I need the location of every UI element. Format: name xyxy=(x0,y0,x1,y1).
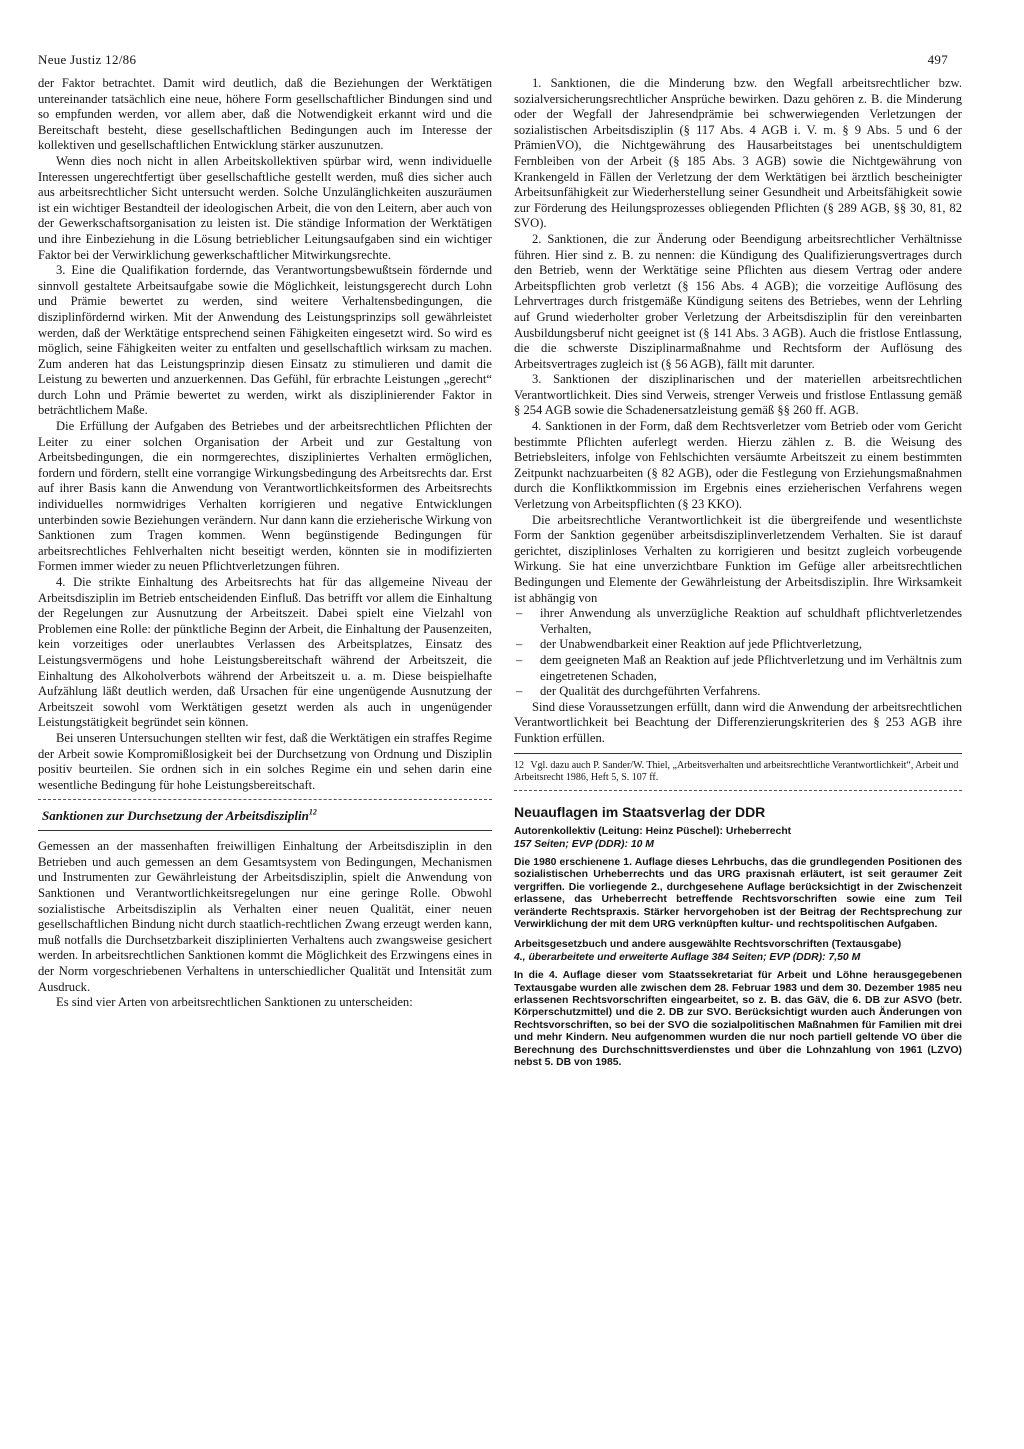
dependency-list xyxy=(514,606,962,700)
footnote-reference: 12 xyxy=(308,807,317,817)
body-paragraph: der Faktor betrachtet. Damit wird deutlich, daß die Beziehungen der Werktätigen untereinander tatsächlich eine neue, höhere Form gesellschaftlicher Bindungen sind und so empfunden werden, vor allem aber, daß die Notwendigkeit erkannt wird und die Bereitschaft besteht, diese gesellschaftlichen Bedingungen auch im Interesse der kollektiven und gesellschaftlichen Entwicklung stärker auszunutzen. xyxy=(38,76,492,153)
book-meta: 4., überarbeitete und erweiterte Auflage 384 Seiten; EVP (DDR): 7,50 M xyxy=(514,951,861,963)
section-divider xyxy=(514,790,962,791)
left-column xyxy=(38,76,492,1011)
book-meta: 157 Seiten; EVP (DDR): 10 M xyxy=(514,838,654,850)
body-paragraph: 3. Eine die Qualifikation fordernde, das Verantwortungsbewußtsein fördernde und sinnvoll gestaltete Arbeitsaufgabe sowie die Möglichkeit, leistungsgerecht durch Lohn und Prämie bewertet zu werden, sind weitere Verhaltensbedingungen, die disziplinfördernd wirken. Mit der Anwendung des Leistungsprinzips soll gewährleistet werden, daß der Werktätige entsprechend seinen Fähigkeiten eingesetzt wird. So wird es möglich, seine Fähigkeiten weiter zu entfalten und gesellschaftlich wirksam zu machen. Zum anderen hat das Leistungsprinzip diesen Einsatz zu stimulieren und damit die Leistung zu bewerten und anzuerkennen. Das Gefühl, für erbrachte Leistungen „gerecht“ durch Lohn und Prämie bewertet zu werden, wirkt als disziplinierender Faktor in beträchtlichem Maße. xyxy=(38,263,492,418)
body-paragraph: Es sind vier Arten von arbeitsrechtlichen Sanktionen zu unterscheiden: xyxy=(56,995,413,1010)
page-header xyxy=(38,52,948,68)
body-paragraph: Sind diese Voraussetzungen erfüllt, dann wird die Anwendung der arbeitsrechtlichen Verantwortlichkeit bei Beachtung der Differenzierungskriterien des § 253 AGB ihre Funktion erfüllen. xyxy=(514,699,962,745)
body-paragraph: Die Erfüllung der Aufgaben des Betriebes und der arbeitsrechtlichen Pflichten der Leiter zu einer solchen Organisation der Arbeit und zur Gestaltung von Arbeitsbedingungen, die ein normgerechtes, diszipliniertes Verhalten ermöglichen, fordern und fördern, stellt eine vorrangige Wirkungsbedingung des Arbeitsrechts dar. Erst auf ihrer Basis kann die Anwendung von Verantwortlichkeitsformen des Arbeitsrechts individuelles normwidriges Verhalten korrigieren und negative Entwicklungen unterbinden sowie Beziehungen verändern. Nur dann kann die erzieherische Wirkung von Sanktionen zum Tragen kommen. Wenn begünstigende Bedingungen für arbeitsrechtliches Fehlverhalten nicht beseitigt werden, könnten sie in modifizierten Formen immer wieder zu neuen Pflichtverletzungen führen. xyxy=(38,419,492,574)
book-entry xyxy=(514,939,962,1069)
right-column xyxy=(514,76,962,1077)
list-item: – der Unabwendbarkeit einer Reaktion auf jede Pflichtverletzung, xyxy=(514,637,962,653)
body-paragraph: 3. Sanktionen der disziplinarischen und der materiellen arbeitsrechtlichen Verantwortlichkeit. Dies sind Verweis, strenger Verweis und fristlose Entlassung gemäß § 254 AGB sowie die Schadenersatzleistung gemäß §§ 260 ff. AGB. xyxy=(514,372,962,418)
body-paragraph: 4. Sanktionen in der Form, daß dem Rechtsverletzer vom Betrieb oder vom Gericht bestimmte Pflichten auferlegt werden. Hierzu zählen z. B. die Weisung des Betriebsleiters, infolge von Fehlschichten versäumte Arbeitszeit zu einem bestimmten Zeitpunkt nachzuarbeiten (§ 82 AGB), oder die Festlegung von Erziehungsmaßnahmen durch die Konfliktkommission im Ergebnis eines erzieherischen Verfahrens wegen Verletzung von Arbeitspflichten (§ 23 KKO). xyxy=(514,419,962,512)
body-paragraph: Gemessen an der massenhaften freiwilligen Einhaltung der Arbeitsdisziplin in den Betrieben und auch gemessen an dem Gesamtsystem von Bedingungen, Mechanismen und Instrumenten zur Gewährleistung der Arbeitsdisziplin, spielt die Anwendung von Sanktionen und Verantwortlichkeitsregelungen nur eine geringe Rolle. Obwohl sozialistische Arbeitsdisziplin als Verhalten einer neuen Qualität, einer neuen gesellschaftlichen Bindung nicht durch staatlich-rechtlichen Zwang erzeugt werden kann, muß notfalls die Durchsetzbarkeit disziplinierten Verhaltens auch zwangsweise gesichert werden. In arbeitsrechtlichen Sanktionen kommt die Möglichkeit des Erzwingens eines in der Norm vorgeschriebenen Verhaltens in unterschiedlicher Qualität und Intensität zum Ausdruck. xyxy=(38,839,492,994)
journal-issue: Neue Justiz 12/86 xyxy=(38,52,137,67)
publications-heading: Neuauflagen im Staatsverlag der DDR xyxy=(514,803,766,820)
body-paragraph: 1. Sanktionen, die die Minderung bzw. den Wegfall arbeitsrechtlicher bzw. sozialversicherungsrechtlicher Ansprüche bewirken. Dazu gehören z. B. die Minderung oder der Wegfall der Jahresendprämie bei schwerwiegenden Verletzungen der sozialistischen Arbeitsdisziplin (§ 117 Abs. 4 AGB i. V. m. § 9 Abs. 5 und 6 der PrämienVO), die Nichtgewährung des Hausarbeitstages bei unentschuldigtem Fernbleiben von der Arbeit (§ 185 Abs. 3 AGB) sowie die Nichtgewährung von Krankengeld in Fällen der Verletzung der dem Werktätigen bei ärztlich bescheinigter Arbeitsunfähigkeit zur Wiederherstellung seiner Gesundheit und Arbeitsfähigkeit sowie zur Förderung des Heilungsprozesses obliegenden Pflichten (§ 289 AGB, §§ 30, 81, 82 SVO). xyxy=(514,76,962,231)
section-title-text: Sanktionen zur Durchsetzung der Arbeitsdisziplin xyxy=(42,807,309,823)
footnote-divider xyxy=(514,753,962,754)
book-description: In die 4. Auflage dieser vom Staatssekretariat für Arbeit und Löhne herausgegebenen Textausgabe wurden alle zwischen dem 28. Februar 1983 und dem 30. Dezember 1985 neu erlassenen Rechtsvorschriften eingearbeitet, so z. B. das GäV, die 6. DB zur ASVO (betr. Körperschutzmittel) und die 2. DB zur SVO. Berücksichtigt wurden auch Änderungen von Rechtsvorschriften, so bei der SVO die sozialpolitischen Maßnahmen für Familien mit drei und mehr Kindern. Neu aufgenommen wurden die nur noch partiell geltende VO über die Berechnung des Durchschnittsverdienstes und über die Lohnzahlung von 1961 (LZVO) nebst 5. DB von 1985. xyxy=(514,970,962,1069)
section-title xyxy=(42,808,317,823)
body-paragraph: Wenn dies noch nicht in allen Arbeitskollektiven spürbar wird, wenn individuelle Interessen ungerechtfertigt über gesellschaftliche gestellt werden, muß dies sicher auch aus arbeitsrechtlicher Sicht untersucht werden. Solche Unzulänglichkeiten auszuräumen ist ein wichtiger Bestandteil der ideologischen Arbeit, die von den Leitern, aber auch von der Gewerkschaftsorganisation zu leisten ist. Die ständige Information der Werktätigen und ihre Einbeziehung in die Lösung betrieblicher Leitungsaufgaben sind ein wichtiger Faktor bei der Verwirklichung gewerkschaftlicher Mitwirkungsrechte. xyxy=(38,153,492,262)
footnote-number: 12 xyxy=(514,759,524,771)
list-item: – dem geeigneten Maß an Reaktion auf jede Pflichtverletzung und im Verhältnis zum eingetretenen Schaden, xyxy=(514,653,962,684)
body-paragraph: Die arbeitsrechtliche Verantwortlichkeit ist die übergreifende und wesentlichste Form der Sanktion gegenüber arbeitsdisziplinverletzendem Verhalten. Sie ist darauf gerichtet, disziplinloses Verhalten zu korrigieren und besitzt zugleich vorbeugende Wirkung. Sie hat eine unverzichtbare Funktion im Gefüge aller arbeitsrechtlichen Bedingungen und Elemente der Gewährleistung der Arbeitsdisziplin. Ihre Wirksamkeit ist abhängig von xyxy=(514,512,962,605)
book-title: Arbeitsgesetzbuch und andere ausgewählte Rechtsvorschriften (Textausgabe) xyxy=(514,939,902,951)
list-item: – der Qualität des durchgeführten Verfahrens. xyxy=(514,684,962,700)
book-title: Autorenkollektiv (Leitung: Heinz Püschel): Urheberrecht xyxy=(514,826,792,838)
page-number: 497 xyxy=(927,52,948,67)
section-heading-box xyxy=(38,799,492,831)
body-paragraph: 2. Sanktionen, die zur Änderung oder Beendigung arbeitsrechtlicher Verhältnisse führen. Hier sind z. B. zu nennen: die Kündigung des Qualifizierungsvertrages durch den Betrieb, wenn der Werktätige seine Pflichten aus diesem Vertrag oder andere Arbeitspflichten grob verletzt (§ 156 Abs. 4 AGB); die vorzeitige Auflösung des Lehrvertrages durch fristgemäße Kündigung seitens des Betriebes, wenn der Lehrling auf Grund wiederholter grober Verletzung der Arbeitsdisziplin für den vereinbarten Ausbildungsberuf nicht geeignet ist (§ 141 Abs. 3 AGB). Auch die fristlose Entlassung, die die schwerste Disziplinarmaßnahme und Rechtsform der Auflösung des Arbeitsvertrages zugleich ist (§ 56 AGB), fällt mit darunter. xyxy=(514,231,962,371)
footnote-text: Vgl. dazu auch P. Sander/W. Thiel, „Arbeitsverhalten und arbeitsrechtliche Verantwortlichkeit“, Arbeit und Arbeitsrecht 1986, Heft 5, S. 107 ff. xyxy=(514,759,959,783)
book-entry xyxy=(514,826,962,931)
list-item: – ihrer Anwendung als unverzügliche Reaktion auf schuldhaft pflichtverletzendes Verhalten, xyxy=(514,606,962,637)
body-paragraph: Bei unseren Untersuchungen stellten wir fest, daß die Werktätigen ein straffes Regime der Arbeit sowie Kompromißlosigkeit bei der Durchsetzung von Ordnung und Disziplin positiv beurteilen. Sie ordnen sich in ein solches Regime ein und sehen darin eine wesentliche Bedingung für hohe Leistungsbereitschaft. xyxy=(38,730,492,792)
footnote xyxy=(514,760,962,784)
book-description: Die 1980 erschienene 1. Auflage dieses Lehrbuchs, das die grundlegenden Positionen des sozialistischen Urheberrechts und das URG praxisnah erläutert, ist seit geraumer Zeit vergriffen. Die vorliegende 2., durchgesehene Auflage berücksichtigt in der Zwischenzeit erlassene, das Urheberrecht betreffende Rechtsvorschriften sowie eine zum Teil veränderte Rechtspraxis. Stärker hervorgehoben ist der Beitrag der Rechtsprechung zur Verwirklichung der mit dem URG verknüpften kultur- und rechtspolitischen Aufgaben. xyxy=(514,856,962,930)
body-paragraph: 4. Die strikte Einhaltung des Arbeitsrechts hat für das allgemeine Niveau der Arbeitsdisziplin im Betrieb entscheidenden Einfluß. Das betrifft vor allem die Einhaltung der Regelungen zur Ausnutzung der Arbeitszeit. Dabei spielt eine Vielzahl von Problemen eine Rolle: der pünktliche Beginn der Arbeit, die Einhaltung der Pausenzeiten, kein vorzeitiges oder unerlaubtes Verlassen des Arbeitsplatzes, Einsatz des Leistungsvermögens und hohe Leistungsbereitschaft während der Arbeitszeit, die Einhaltung des Alkoholverbots während der Arbeitszeit u. a. m. Diese beispielhafte Aufzählung läßt deutlich werden, daß Ursachen für eine ungenügende Ausnutzung der Arbeitszeit sowohl vom Werktätigen gesetzt werden als auch in ungenügender Leistungstätigkeit begründet sein können. xyxy=(38,575,492,730)
